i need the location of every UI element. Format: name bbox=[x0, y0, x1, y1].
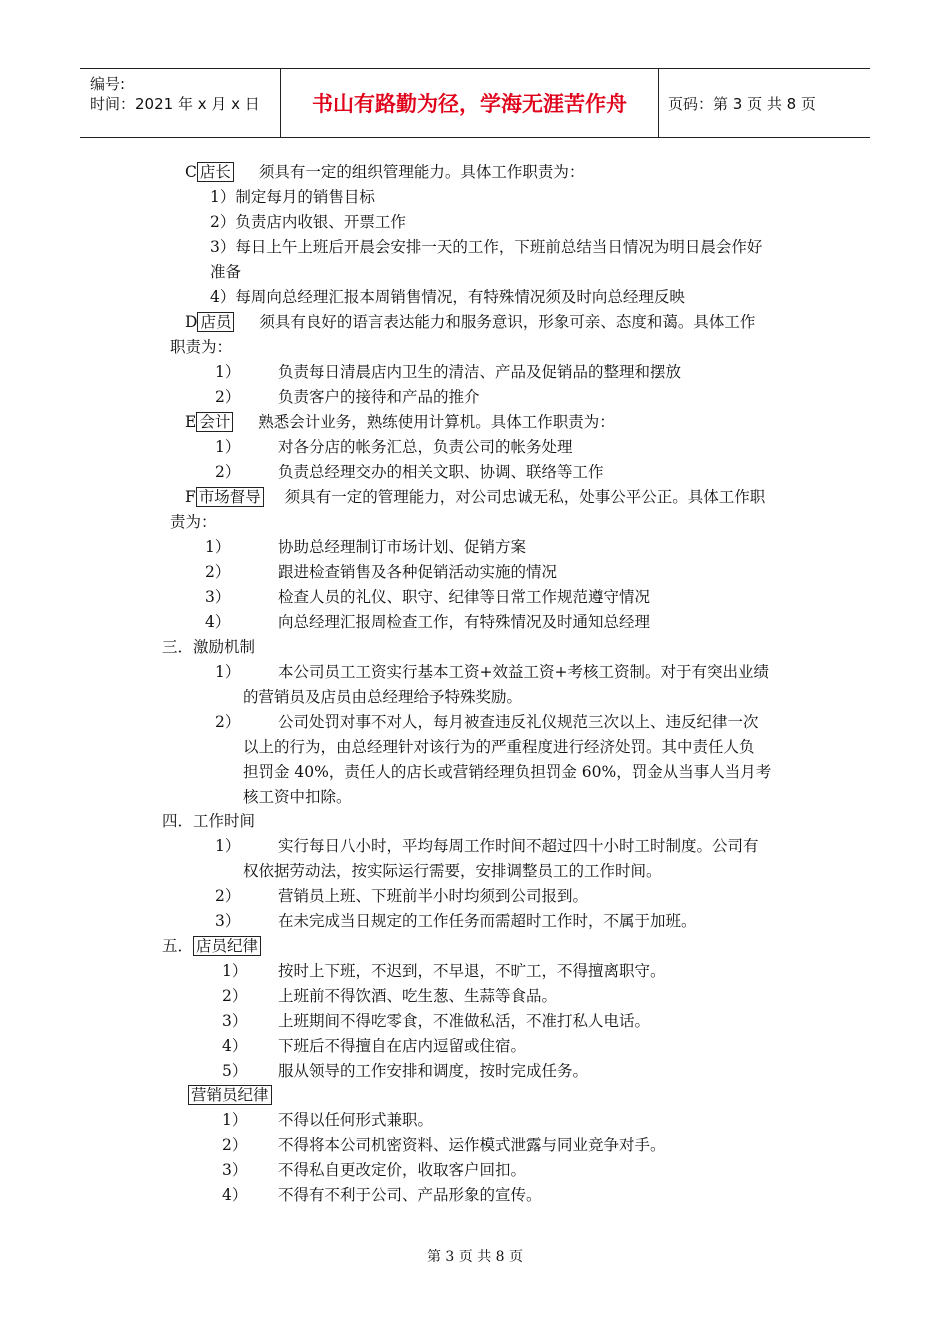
section-4-heading: 四．工作时间 bbox=[162, 812, 256, 830]
list-item-number: 1） bbox=[215, 837, 241, 855]
list-item: 准备 bbox=[210, 263, 242, 281]
list-item-text: 服从领导的工作安排和调度，按时完成任务。 bbox=[278, 1062, 589, 1080]
list-item-number: 2） bbox=[222, 1136, 248, 1154]
section-5-heading: 五． 店员纪律 bbox=[162, 936, 261, 956]
list-item: 2） bbox=[215, 463, 241, 481]
list-item-text: 在未完成当日规定的工作任务而需超时工作时，不属于加班。 bbox=[278, 912, 697, 930]
list-item-text: 上班前不得饮酒、吃生葱、生蒜等食品。 bbox=[278, 987, 558, 1005]
list-item-text: 不得以任何形式兼职。 bbox=[278, 1111, 434, 1129]
list-item: 2）负责店内收银、开票工作 bbox=[210, 213, 406, 231]
list-item-text: 上班期间不得吃零食，不准做私活，不准打私人电话。 bbox=[278, 1012, 651, 1030]
list-item-text: 检查人员的礼仪、职守、纪律等日常工作规范遵守情况 bbox=[278, 588, 651, 606]
header-meta bbox=[80, 69, 280, 137]
list-item: 3）每日上午上班后开晨会安排一天的工作，下班前总结当日情况为明日晨会作好 bbox=[210, 238, 763, 256]
list-item-number: 1） bbox=[215, 663, 241, 681]
list-item-text: 对各分店的帐务汇总，负责公司的帐务处理 bbox=[278, 438, 573, 456]
list-item: 1） bbox=[215, 363, 241, 381]
list-item-text: 按时上下班，不迟到，不早退，不旷工，不得擅离职守。 bbox=[278, 962, 666, 980]
page-footer: 第 3 页 共 8 页 bbox=[426, 1249, 524, 1265]
list-item-text: 不得有不利于公司、产品形象的宣传。 bbox=[278, 1186, 542, 1204]
list-item-text: 实行每日八小时，平均每周工作时间不超过四十小时工时制度。公司有 bbox=[278, 837, 759, 855]
section-f-heading: F 市场督导 须具有一定的管理能力，对公司忠诚无私，处事公平公正。具体工作职 bbox=[185, 488, 766, 506]
section-d-title: 店员 bbox=[197, 312, 234, 332]
section-d-continuation: 职责为： bbox=[170, 338, 233, 356]
list-item-number: 3） bbox=[222, 1161, 248, 1179]
header-motto: 书山有路勤为径，学海无涯苦作舟 bbox=[280, 69, 659, 137]
section-e-heading: E 会计 熟悉会计业务，熟练使用计算机。具体工作职责为： bbox=[185, 413, 615, 431]
section-6-title: 营销员纪律 bbox=[188, 1085, 272, 1105]
list-item-text: 下班后不得擅自在店内逗留或住宿。 bbox=[278, 1037, 527, 1055]
section-e-title: 会计 bbox=[196, 412, 233, 432]
list-item-text: 跟进检查销售及各种促销活动实施的情况 bbox=[278, 563, 558, 581]
list-item: 1）制定每月的销售目标 bbox=[210, 188, 375, 206]
list-item-number: 2） bbox=[215, 713, 241, 731]
list-item-number: 4） bbox=[222, 1037, 248, 1055]
header-page-number: 页码：第 3 页 共 8 页 bbox=[668, 94, 816, 113]
list-item-number: 2） bbox=[222, 987, 248, 1005]
list-item-number: 1） bbox=[222, 962, 248, 980]
list-item-text: 本公司员工工资实行基本工资+效益工资+考核工资制。对于有突出业绩 bbox=[278, 663, 769, 681]
list-item-number: 5） bbox=[222, 1062, 248, 1080]
list-item-text: 营销员上班、下班前半小时均须到公司报到。 bbox=[278, 887, 589, 905]
list-item: 2） bbox=[215, 388, 241, 406]
list-item-text: 负责每日清晨店内卫生的清洁、产品及促销品的整理和摆放 bbox=[278, 363, 682, 381]
list-item-number: 4） bbox=[222, 1186, 248, 1204]
list-item-text: 的营销员及店员由总经理给予特殊奖励。 bbox=[243, 688, 523, 706]
list-item-number: 3） bbox=[222, 1012, 248, 1030]
list-item-text: 权依据劳动法，按实际运行需要，安排调整员工的工作时间。 bbox=[243, 862, 662, 880]
list-item-text: 公司处罚对事不对人，每月被查违反礼仪规范三次以上、违反纪律一次 bbox=[278, 713, 759, 731]
section-d-heading: D 店员 须具有良好的语言表达能力和服务意识，形象可亲、态度和蔼。具体工作 bbox=[185, 313, 756, 331]
list-item-text: 向总经理汇报周检查工作，有特殊情况及时通知总经理 bbox=[278, 613, 651, 631]
list-item: 3） bbox=[205, 588, 231, 606]
section-f-title: 市场督导 bbox=[196, 487, 264, 507]
section-3-heading: 三．激励机制 bbox=[162, 638, 256, 656]
list-item-text: 负责总经理交办的相关文职、协调、联络等工作 bbox=[278, 463, 604, 481]
list-item: 4） bbox=[205, 613, 231, 631]
list-item-text: 负责客户的接待和产品的推介 bbox=[278, 388, 480, 406]
list-item-text: 协助总经理制订市场计划、促销方案 bbox=[278, 538, 527, 556]
list-item-text: 不得将本公司机密资料、运作模式泄露与同业竞争对手。 bbox=[278, 1136, 666, 1154]
list-item-number: 2） bbox=[215, 887, 241, 905]
section-c-heading: C 店长 须具有一定的组织管理能力。具体工作职责为： bbox=[185, 163, 585, 181]
list-item-text: 不得私自更改定价，收取客户回扣。 bbox=[278, 1161, 527, 1179]
list-item: 1） bbox=[205, 538, 231, 556]
section-c-title: 店长 bbox=[197, 162, 234, 182]
list-item-text: 以上的行为，由总经理针对该行为的严重程度进行经济处罚。其中责任人负 bbox=[243, 738, 755, 756]
list-item: 2） bbox=[205, 563, 231, 581]
page-header bbox=[80, 68, 870, 138]
list-item: 1） bbox=[215, 438, 241, 456]
list-item: 4）每周向总经理汇报本周销售情况，有特殊情况须及时向总经理反映 bbox=[210, 288, 685, 306]
section-5-title: 店员纪律 bbox=[193, 936, 261, 956]
document-date: 时间：2021 年 x 月 x 日 bbox=[90, 95, 260, 113]
list-item-text: 担罚金 40%，责任人的店长或营销经理负担罚金 60%，罚金从当事人当月考 bbox=[243, 763, 772, 781]
document-number-label: 编号: bbox=[90, 75, 126, 93]
section-6-heading bbox=[188, 1085, 272, 1105]
list-item-number: 3） bbox=[215, 912, 241, 930]
list-item-text: 核工资中扣除。 bbox=[243, 788, 352, 806]
section-f-continuation: 责为： bbox=[170, 513, 217, 531]
list-item-number: 1） bbox=[222, 1111, 248, 1129]
